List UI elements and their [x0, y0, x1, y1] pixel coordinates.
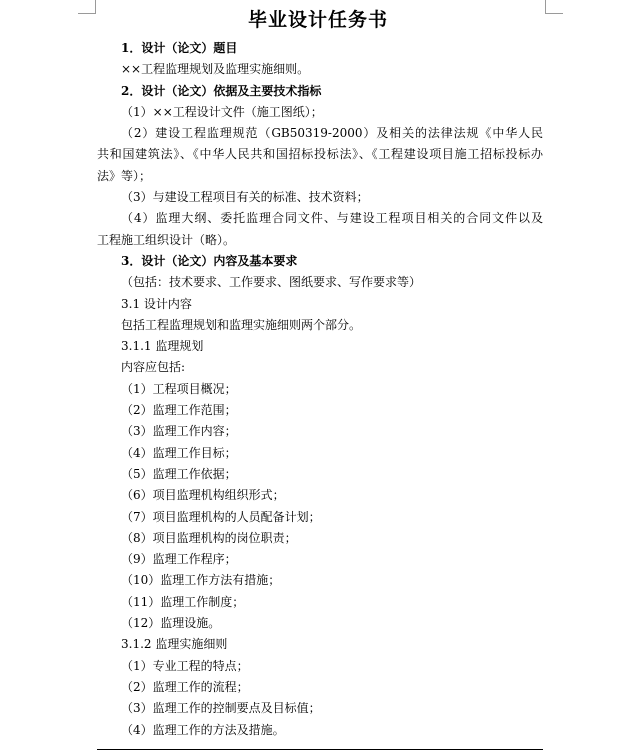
paragraph-line: （2）监理工作范围； — [121, 403, 237, 418]
paragraph-line: （9）监理工作程序； — [121, 552, 237, 567]
paragraph-line: （2）监理工作的流程； — [121, 679, 249, 694]
section-heading: 3．设计（论文）内容及基本要求 — [121, 253, 298, 268]
page-title: 毕业设计任务书 — [247, 9, 388, 31]
paragraph-line: ××工程监理规划及监理实施细则。 — [121, 62, 310, 77]
paragraph-line: 共和国建筑法》、《中华人民共和国招标投标法》、《工程建设项目施工招标投标办 — [97, 147, 543, 162]
paragraph-line: （3）与建设工程项目有关的标准、技术资料； — [121, 190, 369, 205]
paragraph-line: 法》等）； — [97, 168, 152, 183]
paragraph-line: （4）监理工作的方法及措施。 — [121, 722, 285, 737]
paragraph-line: （1）专业工程的特点； — [121, 658, 249, 673]
paragraph-line: （1）××工程设计文件（施工图纸）； — [121, 104, 323, 119]
paragraph-line: 3.1.1 监理规划 — [121, 339, 204, 354]
page-bottom-rule — [97, 749, 543, 750]
paragraph-line: （5）监理工作依据； — [121, 466, 237, 481]
section-heading: 1．设计（论文）题目 — [121, 41, 238, 55]
paragraph-line: （4）监理大纲、委托监理合同文件、与建设工程项目相关的合同文件以及 — [121, 211, 543, 226]
paragraph-line: 工程施工组织设计（略）。 — [97, 232, 236, 247]
section-heading: 2．设计（论文）依据及主要技术指标 — [121, 83, 322, 98]
paragraph-line: （2）建设工程监理规范（GB50319-2000）及相关的法律法规《中华人民 — [121, 126, 543, 141]
paragraph-line: 3.1.2 监理实施细则 — [121, 637, 228, 652]
paragraph-line: 内容应包括: — [121, 360, 186, 375]
paragraph-line: （1）工程项目概况； — [121, 381, 237, 396]
paragraph-line: （3）监理工作的控制要点及目标值； — [121, 701, 321, 716]
paragraph-line: （6）项目监理机构组织形式； — [121, 488, 285, 503]
paragraph-line: （12）监理设施。 — [121, 616, 221, 631]
paragraph-line: （11）监理工作制度； — [121, 594, 245, 609]
paragraph-line: （10）监理工作方法有措施； — [121, 573, 281, 588]
document-body — [97, 38, 543, 741]
paragraph-line: （7）项目监理机构的人员配备计划； — [121, 509, 321, 524]
paragraph-line: 包括工程监理规划和监理实施细则两个部分。 — [121, 317, 362, 332]
paragraph-line: （3）监理工作内容； — [121, 424, 237, 439]
paragraph-line: （4）监理工作目标； — [121, 445, 237, 460]
paragraph-line: （包括：技术要求、工作要求、图纸要求、写作要求等） — [121, 275, 422, 290]
paragraph-line: （8）项目监理机构的岗位职责； — [121, 530, 297, 545]
paragraph-line: 3.1 设计内容 — [121, 296, 192, 311]
